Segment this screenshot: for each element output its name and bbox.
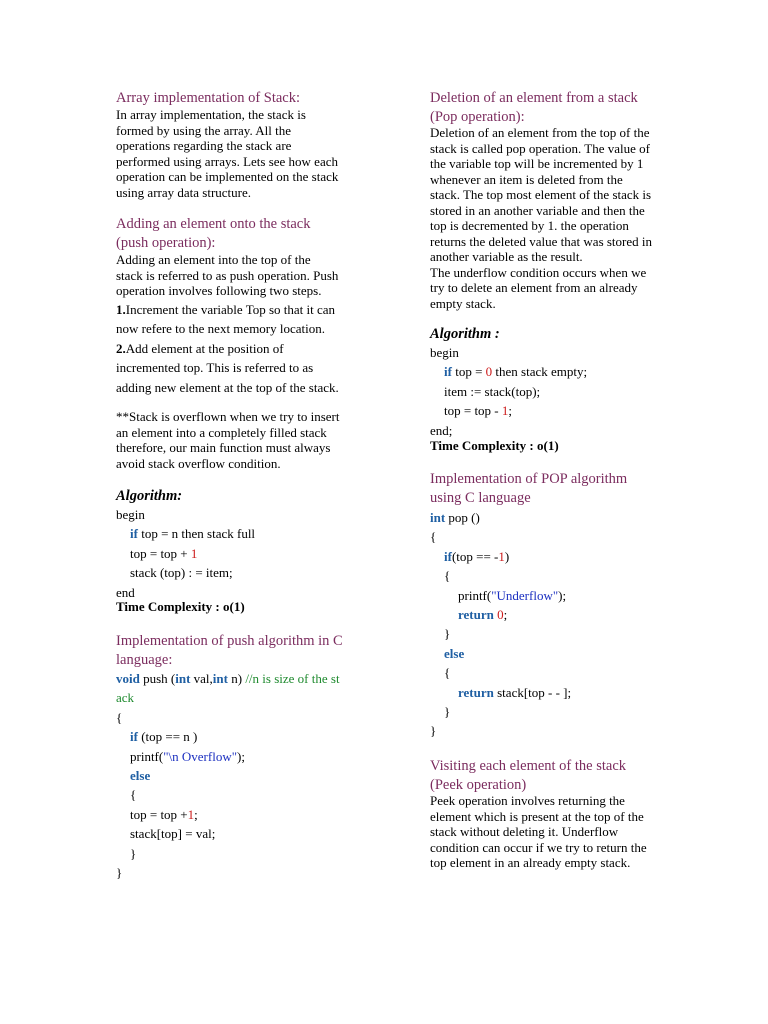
peek-paragraph: Peek operation involves returning the element which is present at the top of the stack without deleting it. Underflow condition can occur if we try to return the top element in an already empty stack. (430, 793, 647, 870)
deletion-heading: Deletion of an element from a stack (Pop operation): (430, 90, 638, 125)
step-2: 2.Add element at the position of (116, 340, 284, 356)
array-paragraph: In array implementation, the stack is formed by using the array. All the operations regarding the stack are performed using arrays. Lets see how each operation can be implemented on the stack using array data structure. (116, 107, 339, 200)
pop-algorithm: begin if top = 0 then stack empty; item := stack(top); top = top - 1; end; (430, 345, 588, 438)
array-heading: Array implementation of Stack: (116, 90, 301, 106)
overflow-paragraph: **Stack is overflown when we try to insert an element into a completely filled stack therefore, our main function must always avoid stack overflow condition. (116, 409, 340, 471)
push-heading: Adding an element onto the stack (push operation): (116, 216, 311, 251)
push-paragraph: Adding an element into the top of the stack is referred to as push operation. Push operation involves following two steps. (116, 252, 339, 298)
push-steps: 1.Increment the variable Top so that it can now refere to the next memory location. 2.Add element at the position of incremented top. This is referred to as adding new element at the top of the stack. (116, 300, 376, 397)
peek-heading: Visiting each element of the stack (Peek operation) (430, 758, 627, 793)
push-code: void push (int val,int n) //n is size of the st ack { if (top == n ) printf("\n Overflow"); else { top = top +1; stack[top] = val; } } (116, 671, 340, 881)
pop-time-complexity: Time Complexity : o(1) (430, 438, 559, 453)
push-algorithm: begin if top = n then stack full top = top + 1 stack (top) : = item; end (116, 507, 256, 600)
deletion-paragraph: Deletion of an element from the top of the stack is called pop operation. The value of the variable top will be incremented by 1 whenever an item is deleted from the stack. The top most element of the stack is stored in an another variable and then the top is decremented by 1. the operation returns the deleted value that was stored in another variable as the result. The underflow condition occurs when we try to delete an element from an already empty stack. (430, 125, 653, 311)
pop-impl-heading: Implementation of POP algorithm using C language (430, 471, 628, 506)
pop-code: int pop () { if(top == -1) { printf("Underflow"); return 0; } else { return stack[top - - ]; } } (430, 510, 572, 739)
push-time-complexity: Time Complexity : o(1) (116, 599, 245, 614)
pop-algorithm-heading: Algorithm : (430, 326, 500, 342)
push-algorithm-heading: Algorithm: (116, 488, 183, 504)
push-impl-heading: Implementation of push algorithm in C language: (116, 633, 343, 668)
step-1: 1.Increment the variable Top so that it can (116, 302, 336, 317)
